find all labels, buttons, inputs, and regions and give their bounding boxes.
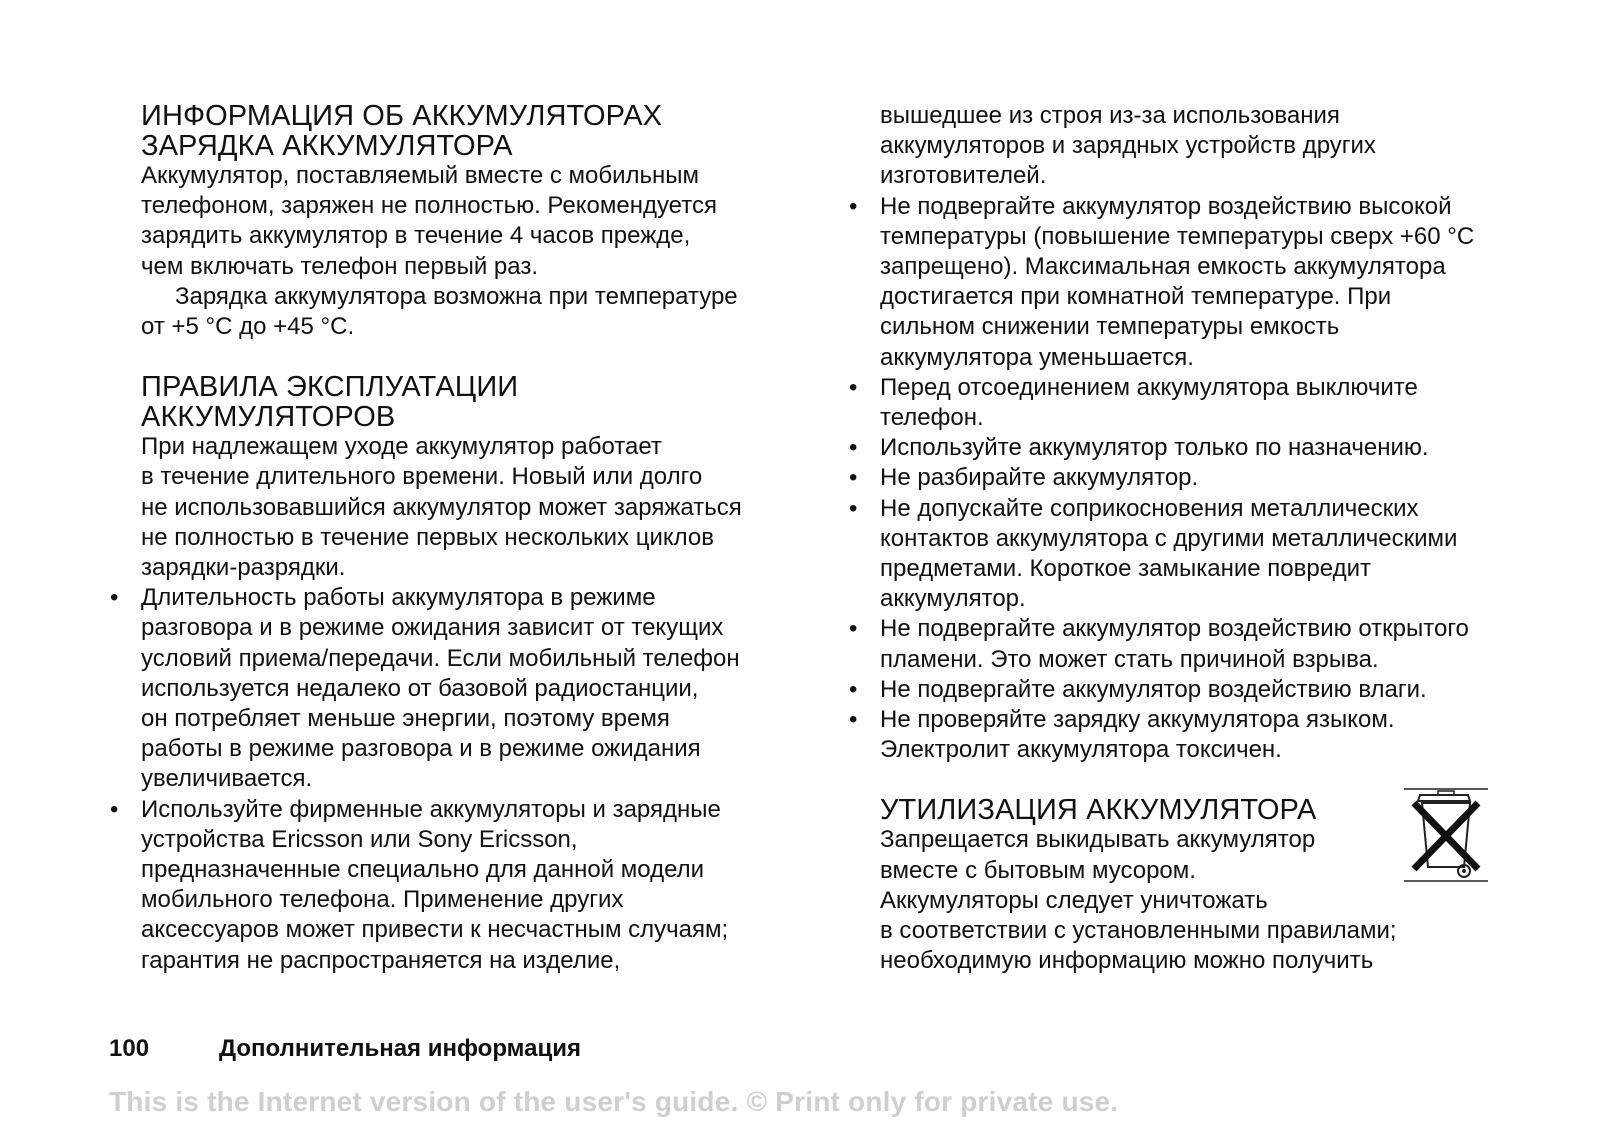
page-footer [109, 1034, 581, 1064]
list-item: • Не проверяйте зарядку аккумулятора языком. Электролит аккумулятора токсичен. [880, 705, 1560, 765]
list-item: • Не разбирайте аккумулятор. [880, 463, 1560, 493]
heading-battery-info: ИНФОРМАЦИЯ ОБ АККУМУЛЯТОРАХ [141, 100, 663, 132]
continuation-paragraph: вышедшее из строя из-за использования аккумуляторов и зарядных устройств других изготовителей. [880, 102, 1376, 190]
list-item: • Не допускайте соприкосновения металлических контактов аккумулятора с другими металлическими предметами. Короткое замыкание повредит аккумулятор. [880, 494, 1560, 615]
list-item: • Используйте фирменные аккумуляторы и зарядные устройства Ericsson или Sony Ericsson, предназначенные специально для данной модели мобильного телефона. Применение других аксессуаров может привести к несчастным случаям; гарантия не распространяется на изделие, [141, 795, 821, 976]
page-number: 100 [109, 1035, 150, 1062]
heading-battery-disposal: УТИЛИЗАЦИЯ АККУМУЛЯТОРА [880, 794, 1317, 827]
list-item: • Не подвергайте аккумулятор воздействию открытого пламени. Это может стать причиной взрыва. [880, 614, 1560, 674]
list-item: • Не подвергайте аккумулятор воздействию высокой температуры (повышение температуры сверх +60 °С запрещено). Максимальная емкость аккумулятора достигается при комнатной температуре. При сильном снижении температуры емкость аккумулятора уменьшается. [880, 192, 1560, 373]
footer-section-title: Дополнительная информация [219, 1035, 581, 1062]
usage-bullet-list-left [141, 583, 821, 976]
list-item: • Перед отсоединением аккумулятора выключите телефон. [880, 373, 1560, 433]
left-column [141, 101, 821, 976]
section-gap [141, 342, 821, 372]
charging-paragraph: Аккумулятор, поставляемый вместе с мобильным телефоном, заряжен не полностью. Рекомендуется зарядить аккумулятор в течение 4 часов прежде, чем включать телефон первый раз. [141, 162, 717, 280]
disposal-section [880, 795, 1560, 976]
disposal-paragraph: Запрещается выкидывать аккумулятор вместе с бытовым мусором. Аккумуляторы следует уничтожать в соответствии с установленными правилами; необходимую информацию можно получить [880, 826, 1397, 975]
list-item: • Используйте аккумулятор только по назначению. [880, 433, 1560, 463]
usage-bullet-list-right [880, 192, 1560, 766]
heading-usage-rules-line1: ПРАВИЛА ЭКСПЛУАТАЦИИ [141, 371, 519, 404]
list-item: • Длительность работы аккумулятора в режиме разговора и в режиме ожидания зависит от текущих условий приема/передачи. Если мобильный телефон используется недалеко от базовой радиостанции, он потребляет меньше энергии, поэтому время работы в режиме разговора и в режиме ожидания увеличивается. [141, 583, 821, 794]
watermark-text: This is the Internet version of the user's guide. © Print only for private use. [109, 1086, 1119, 1117]
right-column [880, 101, 1560, 976]
heading-usage-rules-line2: АККУМУЛЯТОРОВ [141, 401, 396, 434]
crossed-out-wheelie-bin-icon [1398, 783, 1494, 889]
heading-battery-charging: ЗАРЯДКА АККУМУЛЯТОРА [141, 130, 513, 162]
usage-intro-paragraph: При надлежащем уходе аккумулятор работает в течение длительного времени. Новый или долго не использовавшийся аккумулятор может заряжаться не полностью в течение первых нескольких циклов зарядки-разрядки. [141, 433, 742, 582]
list-item: • Не подвергайте аккумулятор воздействию влаги. [880, 675, 1560, 705]
charging-temperature-paragraph: Зарядка аккумулятора возможна при температуре от +5 °С до +45 °С. [141, 282, 738, 341]
